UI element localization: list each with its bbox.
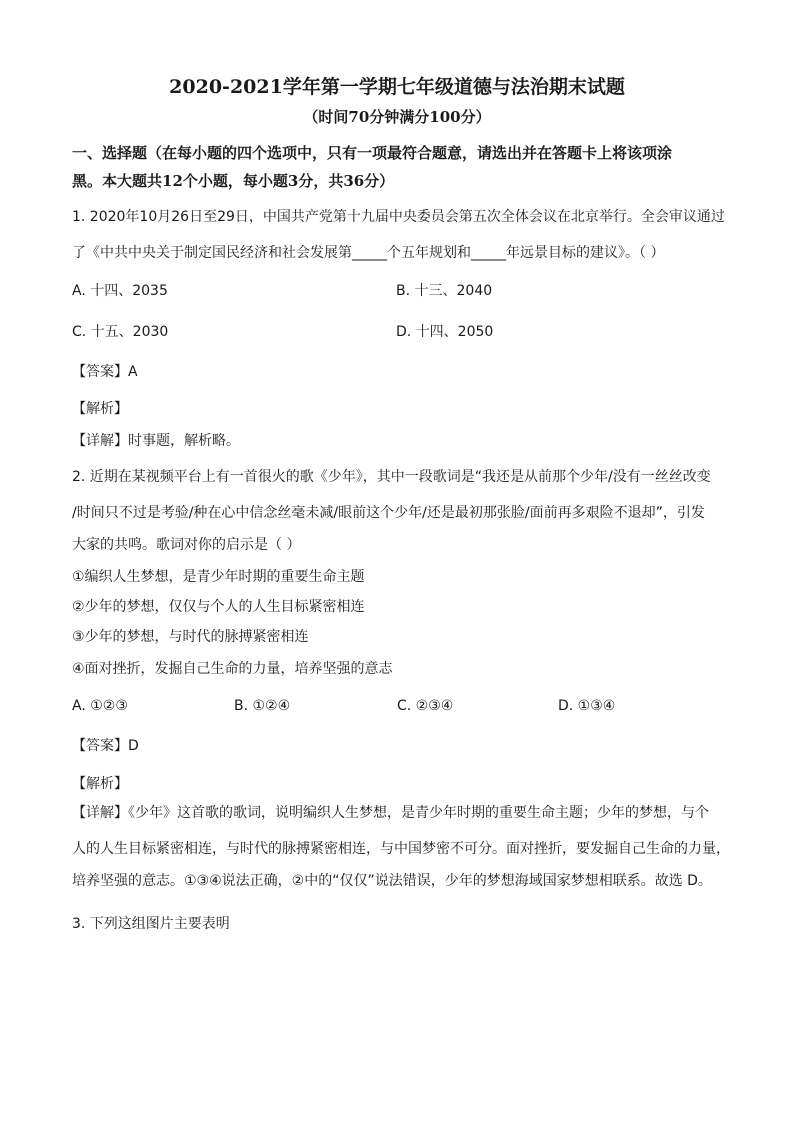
- q1-answer: 【答案】A: [72, 364, 138, 380]
- section-instruction-line1: 一、选择题（在每小题的四个选项中，只有一项最符合题意，请选出并在答题卡上将该项涂: [72, 144, 673, 162]
- q1-stem-line1: 1. 2020年10月26日至29日，中国共产党第十九届中央委员会第五次全体会议在北京举行。全会审议通过: [72, 209, 725, 225]
- q1-analysis-label: 【解析】: [72, 401, 128, 417]
- q2-detail-line3: 培养坚强的意志。①③④说法正确，②中的“仅仅”说法错误，少年的梦想海域国家梦想相联系。故选 D。: [72, 873, 712, 889]
- q2-stem-line3: 大家的共鸣。歌词对你的启示是（ ）: [72, 537, 301, 553]
- section-instruction-line2: 黑。本大题共12个小题，每小题3分，共36分）: [72, 172, 395, 190]
- page-subtitle: （时间70分钟满分100分）: [303, 108, 491, 126]
- q2-statement-2: ②少年的梦想，仅仅与个人的人生目标紧密相连: [72, 599, 365, 615]
- q2-statement-1: ①编织人生梦想，是青少年时期的重要生命主题: [72, 569, 365, 585]
- q1-option-a: A. 十四、2035: [72, 283, 168, 299]
- q2-option-b: B. ①②④: [234, 698, 291, 714]
- q3-stem-line1: 3. 下列这组图片主要表明: [72, 916, 230, 932]
- q1-detail: 【详解】时事题，解析略。: [72, 433, 240, 449]
- q2-detail-line1: 【详解】《少年》这首歌的歌词，说明编织人生梦想，是青少年时期的重要生命主题；少年的梦想，与个: [72, 805, 709, 821]
- q2-option-a: A. ①②③: [72, 698, 128, 714]
- q2-option-c: C. ②③④: [397, 698, 454, 714]
- q2-option-d: D. ①③④: [558, 698, 616, 714]
- q2-answer: 【答案】D: [72, 738, 139, 754]
- q2-analysis-label: 【解析】: [72, 776, 128, 792]
- q1-option-b: B. 十三、2040: [396, 283, 493, 299]
- q1-stem-line2: 了《中共中央关于制定国民经济和社会发展第_____个五年规划和_____年远景目标的建议》。（ ）: [72, 245, 665, 261]
- q2-detail-line2: 人的人生目标紧密相连，与时代的脉搏紧密相连，与中国梦密不可分。面对挫折，要发掘自己生命的力量，: [72, 841, 730, 857]
- q2-stem-line1: 2. 近期在某视频平台上有一首很火的歌《少年》，其中一段歌词是“我还是从前那个少年/没有一丝丝改变: [72, 469, 711, 485]
- q1-option-d: D. 十四、2050: [396, 324, 494, 340]
- q2-stem-line2: /时间只不过是考验/种在心中信念丝毫未减/眼前这个少年/还是最初那张脸/面前再多艰险不退却”，引发: [72, 505, 705, 521]
- q2-statement-4: ④面对挫折，发掘自己生命的力量，培养坚强的意志: [72, 661, 393, 677]
- q2-statement-3: ③少年的梦想，与时代的脉搏紧密相连: [72, 629, 309, 645]
- page-title: 2020-2021学年第一学期七年级道德与法治期末试题: [169, 76, 625, 98]
- q1-option-c: C. 十五、2030: [72, 324, 169, 340]
